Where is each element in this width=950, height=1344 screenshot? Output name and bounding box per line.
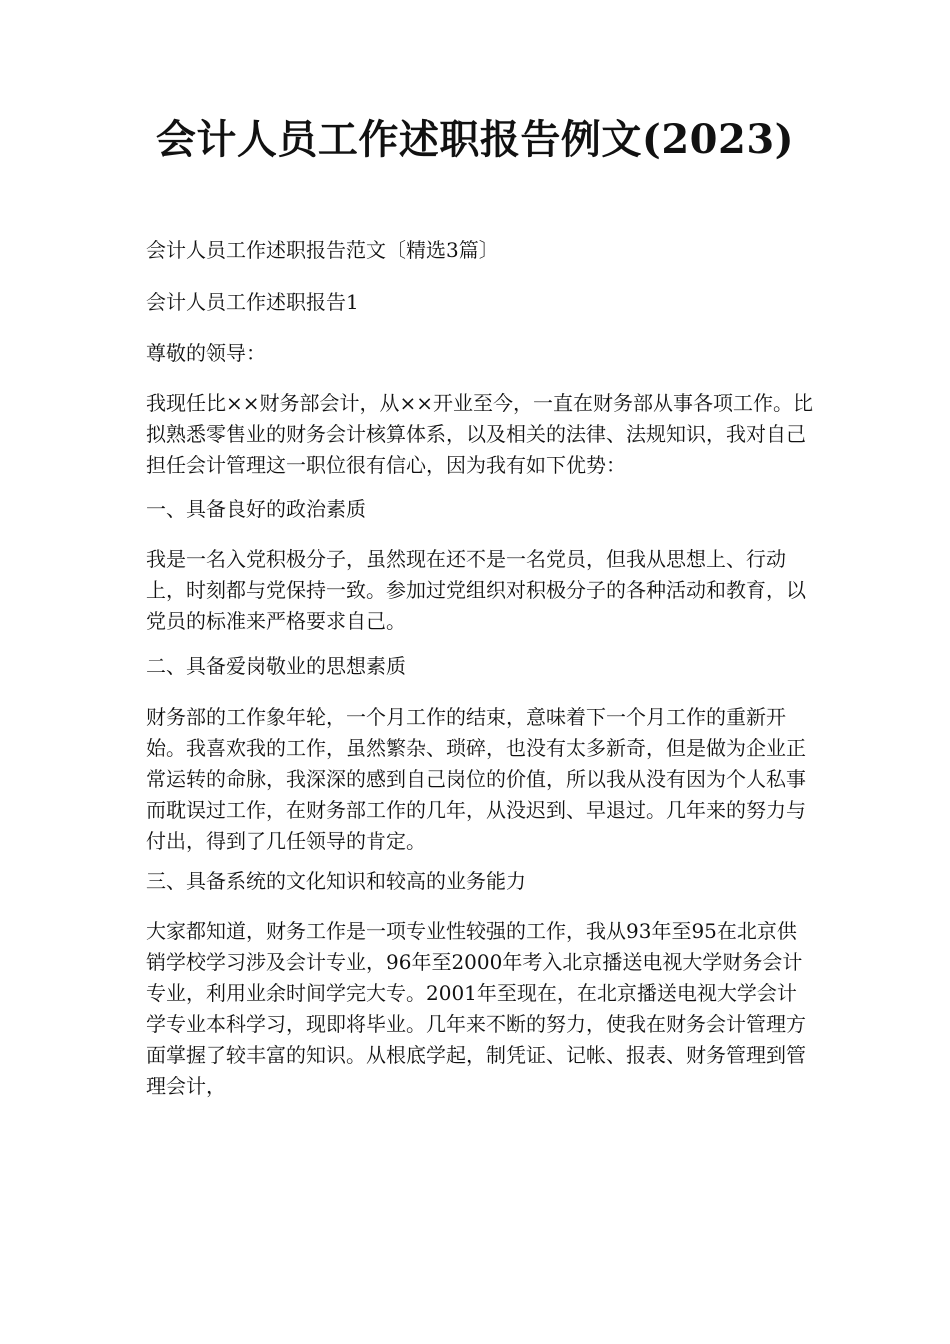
report-heading: 会计人员工作述职报告1	[146, 290, 359, 314]
paragraph-knowledge: 大家都知道，财务工作是一项专业性较强的工作，我从93年至95在北京供销学校学习涉及会计专业，96年至2000年考入北京播送电视大学财务会计专业，利用业余时间学完大专。2001年至现在，在北京播送电视大学会计学专业本科学习，现即将毕业。几年来不断的努力，使我在财务会计管理方面掌握了较丰富的知识。从根底学起，制凭证、记帐、报表、财务管理到管理会计，	[146, 919, 806, 1098]
paragraph-political: 我是一名入党积极分子，虽然现在还不是一名党员，但我从思想上、行动上，时刻都与党保持一致。参加过党组织对积极分子的各种活动和教育，以党员的标准来严格要求自己。	[146, 547, 806, 633]
paragraph-intro: 我现任比××财务部会计，从××开业至今，一直在财务部从事各项工作。比拟熟悉零售业的财务会计核算体系，以及相关的法律、法规知识，我对自己担任会计管理这一职位很有信心，因为我有如下优势：	[146, 391, 814, 477]
section-heading-dedication: 二、具备爱岗敬业的思想素质	[146, 654, 406, 678]
paragraph-dedication: 财务部的工作象年轮，一个月工作的结束，意味着下一个月工作的重新开始。我喜欢我的工作，虽然繁杂、琐碎，也没有太多新奇，但是做为企业正常运转的命脉，我深深的感到自己岗位的价值，所以我从没有因为个人私事而耽误过工作，在财务部工作的几年，从没迟到、早退过。几年来的努力与付出，得到了几任领导的肯定。	[146, 705, 806, 853]
section-heading-knowledge: 三、具备系统的文化知识和较高的业务能力	[146, 869, 526, 893]
document-title: 会计人员工作述职报告例文(2023)	[155, 116, 795, 163]
document-subtitle: 会计人员工作述职报告范文〔精选3篇〕	[146, 238, 499, 262]
salutation: 尊敬的领导：	[146, 341, 266, 365]
section-heading-political: 一、具备良好的政治素质	[146, 497, 366, 521]
